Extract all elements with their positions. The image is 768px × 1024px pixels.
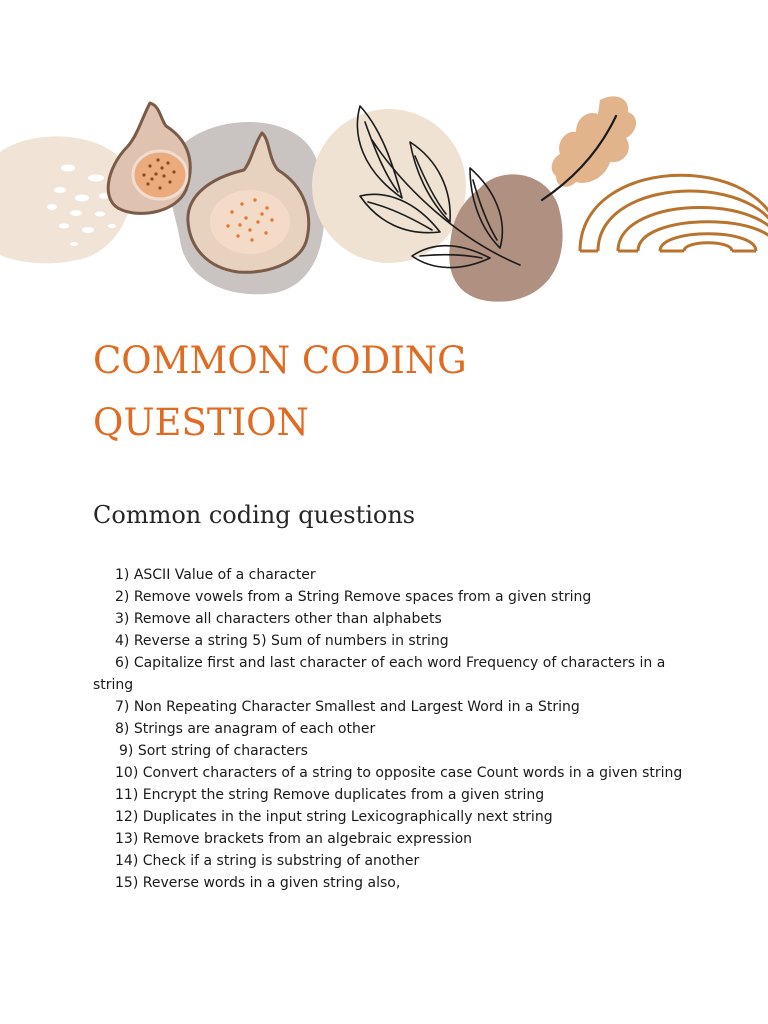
- list-item: 3) Remove all characters other than alphabets: [115, 611, 442, 627]
- list-item: 7) Non Repeating Character Smallest and Largest Word in a String: [115, 699, 580, 715]
- rainbow-icon: [580, 175, 768, 251]
- list-item: 2) Remove vowels from a String Remove spaces from a given string: [115, 589, 592, 605]
- title-line-2: QUESTION: [93, 401, 309, 444]
- list-item: 11) Encrypt the string Remove duplicates from a given string: [115, 787, 545, 803]
- oak-leaf-icon: [542, 96, 636, 200]
- fig-icon: [108, 103, 190, 213]
- list-item: 1) ASCII Value of a character: [115, 567, 316, 583]
- list-item: 13) Remove brackets from an algebraic expression: [115, 831, 473, 847]
- list-item: 8) Strings are anagram of each other: [115, 721, 376, 737]
- list-item: 12) Duplicates in the input string Lexicographically next string: [115, 809, 553, 825]
- list-item: 4) Reverse a string 5) Sum of numbers in string: [115, 633, 449, 649]
- list-item: 14) Check if a string is substring of another: [115, 853, 420, 869]
- decorative-banner: [0, 80, 768, 310]
- title-line-1: COMMON CODING: [93, 339, 467, 382]
- question-list: [93, 564, 683, 894]
- section-heading: Common coding questions: [93, 501, 416, 529]
- list-item: 15) Reverse words in a given string also,: [115, 875, 401, 891]
- list-item: 6) Capitalize first and last character of each word Frequency of characters in a string: [93, 655, 666, 693]
- list-item: 9) Sort string of characters: [119, 743, 308, 759]
- page-title: [93, 330, 467, 454]
- list-item: 10) Convert characters of a string to opposite case Count words in a given string: [115, 765, 683, 781]
